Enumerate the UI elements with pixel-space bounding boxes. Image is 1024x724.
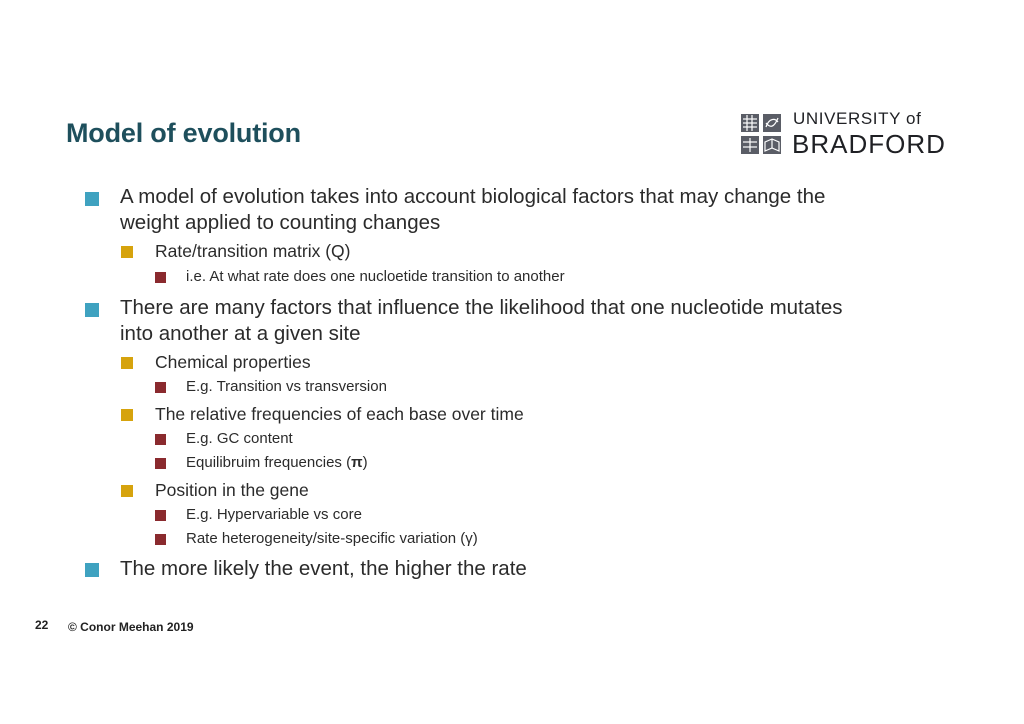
bullet-text: Rate heterogeneity/site-specific variation (γ) — [186, 530, 478, 547]
logo-text-bradford: BRADFORD — [792, 129, 946, 159]
copyright-notice: © Conor Meehan 2019 — [68, 620, 194, 634]
bullet-marker — [85, 303, 99, 317]
pi-symbol: π — [351, 454, 363, 471]
bullet-item — [155, 505, 955, 527]
bullet-text: E.g. Hypervariable vs core — [186, 506, 362, 523]
bullet-item — [121, 403, 921, 427]
bullet-item — [155, 267, 955, 289]
bullet-marker — [121, 357, 133, 369]
bullet-item — [85, 295, 985, 349]
bullet-text: into another at a given site — [120, 322, 361, 345]
bullet-text: i.e. At what rate does one nucloetide transition to another — [186, 268, 565, 285]
bullet-item — [121, 479, 921, 503]
bullet-text — [186, 453, 368, 473]
bullet-item — [155, 529, 955, 551]
bullet-text: Position in the gene — [155, 480, 309, 500]
bullet-marker — [155, 458, 166, 469]
bullet-marker — [121, 409, 133, 421]
bullet-item — [155, 453, 955, 475]
bullet-item — [85, 556, 985, 584]
bullet-item — [155, 429, 955, 451]
bullet-text: The relative frequencies of each base over time — [155, 404, 524, 424]
bullet-text: Chemical properties — [155, 352, 311, 372]
bullet-text-part: ) — [362, 454, 368, 471]
bullet-text: There are many factors that influence the likelihood that one nucleotide mutates — [120, 296, 843, 319]
bullet-marker — [155, 272, 166, 283]
bullet-marker — [155, 434, 166, 445]
bullet-item — [85, 184, 985, 238]
bullet-item — [155, 377, 955, 399]
bullet-marker — [155, 382, 166, 393]
bullet-marker — [85, 563, 99, 577]
slide-title: Model of evolution — [66, 118, 301, 148]
bullet-marker — [155, 534, 166, 545]
bullet-text: Rate/transition matrix (Q) — [155, 241, 351, 261]
bullet-text: weight applied to counting changes — [120, 211, 441, 234]
bullet-marker — [85, 192, 99, 206]
bullet-item — [121, 351, 921, 375]
logo-text-university: UNIVERSITY of — [793, 109, 922, 128]
bullet-item — [121, 240, 921, 264]
page-number: 22 — [35, 618, 49, 632]
bullet-text: A model of evolution takes into account biological factors that may change the — [120, 185, 826, 208]
bullet-marker — [121, 485, 133, 497]
bullet-text: E.g. GC content — [186, 430, 293, 447]
bullet-text: E.g. Transition vs transversion — [186, 378, 387, 395]
bullet-text: The more likely the event, the higher the rate — [120, 557, 527, 580]
bullet-text-part: Equilibruim frequencies ( — [186, 454, 352, 471]
bullet-marker — [155, 510, 166, 521]
bullet-marker — [121, 246, 133, 258]
